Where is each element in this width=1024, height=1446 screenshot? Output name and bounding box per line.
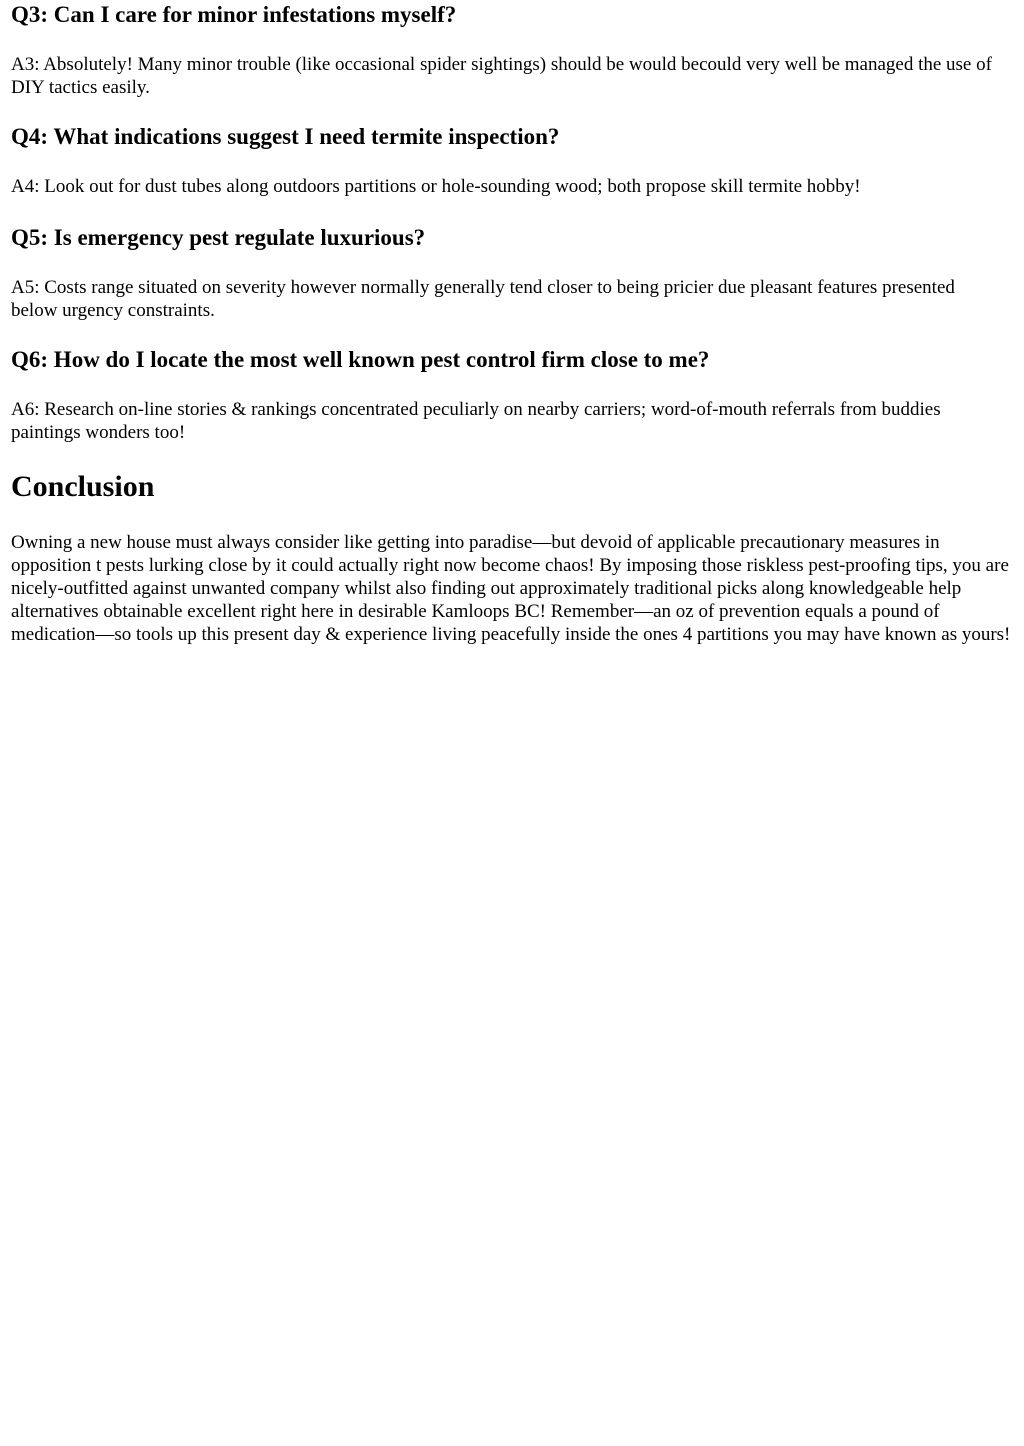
faq-question-q4: Q4: What indications suggest I need termite inspection?: [11, 124, 560, 149]
faq-question-q3: Q3: Can I care for minor infestations myself?: [11, 2, 457, 27]
faq-question-q6: Q6: How do I locate the most well known pest control firm close to me?: [11, 347, 710, 372]
faq-answer-a4: A4: Look out for dust tubes along outdoors partitions or hole-sounding wood; both propose skill termite hobby!: [11, 176, 861, 197]
faq-answer-a6: A6: Research on-line stories & rankings concentrated peculiarly on nearby carriers; word-of-mouth referrals from buddies paintings wonders too!: [11, 399, 941, 443]
conclusion-paragraph: Owning a new house must always consider like getting into paradise—but devoid of applicable precautionary measures in opposition t pests lurking close by it could actually right now become chaos! By imposing those riskless pest-proofing tips, you are nicely-outfitted against unwanted company whilst also finding out approximately traditional picks along knowledgeable help alternatives obtainable excellent right here in desirable Kamloops BC! Remember—an oz of prevention equals a pound of medication—so tools up this present day & experience living peacefully inside the ones 4 partitions you may have known as yours!: [11, 532, 1011, 645]
conclusion-heading: Conclusion: [11, 470, 155, 503]
faq-answer-a3: A3: Absolutely! Many minor trouble (like occasional spider sightings) should be would becould very well be managed the use of DIY tactics easily.: [11, 54, 992, 98]
faq-answer-a5: A5: Costs range situated on severity however normally generally tend closer to being pricier due pleasant features presented below urgency constraints.: [11, 277, 955, 321]
faq-question-q5: Q5: Is emergency pest regulate luxurious?: [11, 225, 426, 250]
